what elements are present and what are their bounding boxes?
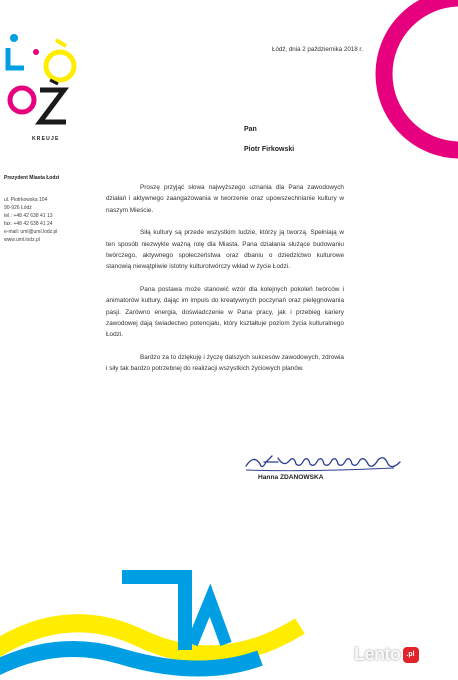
logo-caption: KREUJE (32, 136, 60, 142)
lento-watermark (354, 644, 419, 665)
body-paragraph: Siłą kultury są przede wszystkim ludzie, którzy ją tworzą. Spełniają w ten sposób niezwykle ważną rolę dla Miasta. Pana działania służące budowaniu twórczego, aktywnego społeczeństwa oraz dbaniu o dziedzictwo kulturowe stanowią niewątpliwie istotny kulturotwórczy wkład w życie Łodzi. (106, 229, 344, 271)
addressee-salutation: Pan (244, 126, 257, 133)
sender-title: Prezydent Miasta Łodzi (4, 175, 60, 181)
letter-body (106, 182, 344, 386)
contact-line: e-mail: uml@uml.lodz.pl (4, 229, 58, 235)
contact-line: www.uml.lodz.pl (4, 237, 40, 243)
watermark-badge: .pl (403, 647, 419, 663)
contact-line: 90-926 Łódź (4, 205, 32, 211)
body-paragraph: Bardzo za to dziękuję i życzę dalszych sukcesów zawodowych, zdrowia i siły tak bardzo potrzebnej do realizacji wszystkich życiowych planów. (106, 353, 344, 373)
addressee-name: Piotr Firkowski (244, 146, 295, 153)
magenta-ring-decoration (372, 0, 458, 174)
body-paragraph: Pana postawa może stanowić wzór dla kolejnych pokoleń twórców i animatorów kultury, dając im impuls do kreatywnych poczynań oraz pielęgnowania pasji. Zarówno energia, doświadczenie w Pana pracy, jak i przebieg kariery zawodowej dają świadectwo potencjału, który kształtuje poziom życia kulturalnego Łodzi. (106, 285, 344, 339)
letter-date: Łódź, dnia 2 października 2018 r. (272, 46, 363, 53)
signer-name: Hanna ZDANOWSKA (258, 474, 324, 481)
contact-line: tel.: +48 42 638 41 13 (4, 213, 53, 219)
handwritten-signature (244, 452, 404, 474)
watermark-text: Lento (354, 644, 401, 664)
addressee-block (244, 120, 294, 160)
contact-line: fax: +48 42 638 41 24 (4, 221, 53, 227)
body-paragraph: Proszę przyjąć słowa najwyższego uznania dla Pana zawodowych działań i aktywnego zaangażowania w tworzenie oraz upowszechnianie kultury w naszym Mieście. (106, 184, 344, 214)
contact-line: ul. Piotrkowska 104 (4, 197, 48, 203)
sender-block (4, 174, 78, 244)
lodz-kreuje-logo (0, 18, 80, 134)
